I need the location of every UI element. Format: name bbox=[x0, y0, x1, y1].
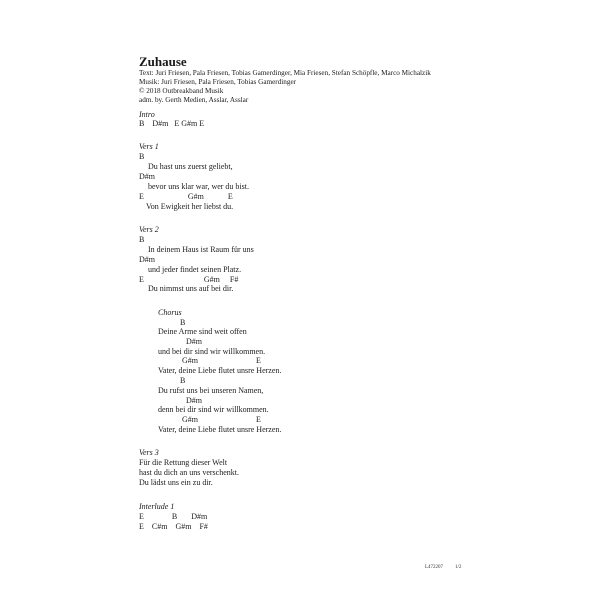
chord-line: D#m bbox=[158, 396, 202, 405]
section-label: Vers 2 bbox=[139, 225, 159, 234]
credit-copyright: © 2018 Outbreakband Musik bbox=[139, 87, 224, 95]
credit-admin: adm. by. Gerth Medien, Asslar, Asslar bbox=[139, 96, 249, 104]
chord-line: E C#m G#m F# bbox=[139, 522, 208, 531]
credit-text: Text: Juri Friesen, Pala Friesen, Tobias Gamerdinger, Mia Friesen, Stefan Schöpfle, Marco Michalzik bbox=[139, 69, 431, 77]
section-label: Intro bbox=[139, 110, 155, 119]
lyric-line: denn bei dir sind wir willkommen. bbox=[158, 405, 269, 414]
lyric-line: Du lädst uns ein zu dir. bbox=[139, 478, 213, 487]
credit-music: Musik: Juri Friesen, Pala Friesen, Tobias Gamerdinger bbox=[139, 78, 297, 86]
lyric-line: bevor uns klar war, wer du bist. bbox=[148, 182, 249, 191]
section-label: Vers 3 bbox=[139, 448, 159, 457]
footer-code: L472207 bbox=[425, 565, 444, 570]
chord-line: E G#m F# bbox=[139, 275, 239, 284]
lyric-line: Deine Arme sind weit offen bbox=[158, 327, 247, 336]
lyric-line: Von Ewigkeit her liebst du. bbox=[146, 202, 234, 211]
lyric-line: Für die Rettung dieser Welt bbox=[139, 458, 228, 467]
lyric-line: Du hast uns zuerst geliebt, bbox=[148, 162, 233, 171]
song-title: Zuhause bbox=[139, 54, 187, 69]
footer-page: 1/2 bbox=[455, 565, 462, 570]
lyric-line: Vater, deine Liebe flutet unsre Herzen. bbox=[158, 366, 282, 375]
section-label: Chorus bbox=[158, 308, 182, 317]
chord-line: B bbox=[158, 376, 186, 385]
chord-line: G#m E bbox=[158, 415, 261, 424]
section-label: Vers 1 bbox=[139, 142, 159, 151]
chord-line: D#m bbox=[139, 172, 155, 181]
chord-line: E B D#m bbox=[139, 512, 208, 521]
chord-line: B bbox=[158, 318, 186, 327]
lyric-line: Du rufst uns bei unseren Namen, bbox=[158, 386, 264, 395]
chord-line: B bbox=[139, 152, 145, 161]
lyric-line: und bei dir sind wir willkommen. bbox=[158, 347, 266, 356]
chord-line: D#m bbox=[139, 255, 155, 264]
lyric-line: hast du dich an uns verschenkt. bbox=[139, 468, 239, 477]
lyric-line: In deinem Haus ist Raum für uns bbox=[148, 245, 254, 254]
chord-line: G#m E bbox=[158, 356, 261, 365]
chord-line: B D#m E G#m E bbox=[139, 119, 205, 128]
section-label: Interlude 1 bbox=[139, 502, 175, 511]
chord-line: D#m bbox=[158, 337, 202, 346]
chord-line: B bbox=[139, 235, 145, 244]
lyric-line: und jeder findet seinen Platz. bbox=[148, 265, 242, 274]
lyric-line: Du nimmst uns auf bei dir. bbox=[148, 284, 234, 293]
chord-line: E G#m E bbox=[139, 192, 233, 201]
lyric-line: Vater, deine Liebe flutet unsre Herzen. bbox=[158, 425, 282, 434]
